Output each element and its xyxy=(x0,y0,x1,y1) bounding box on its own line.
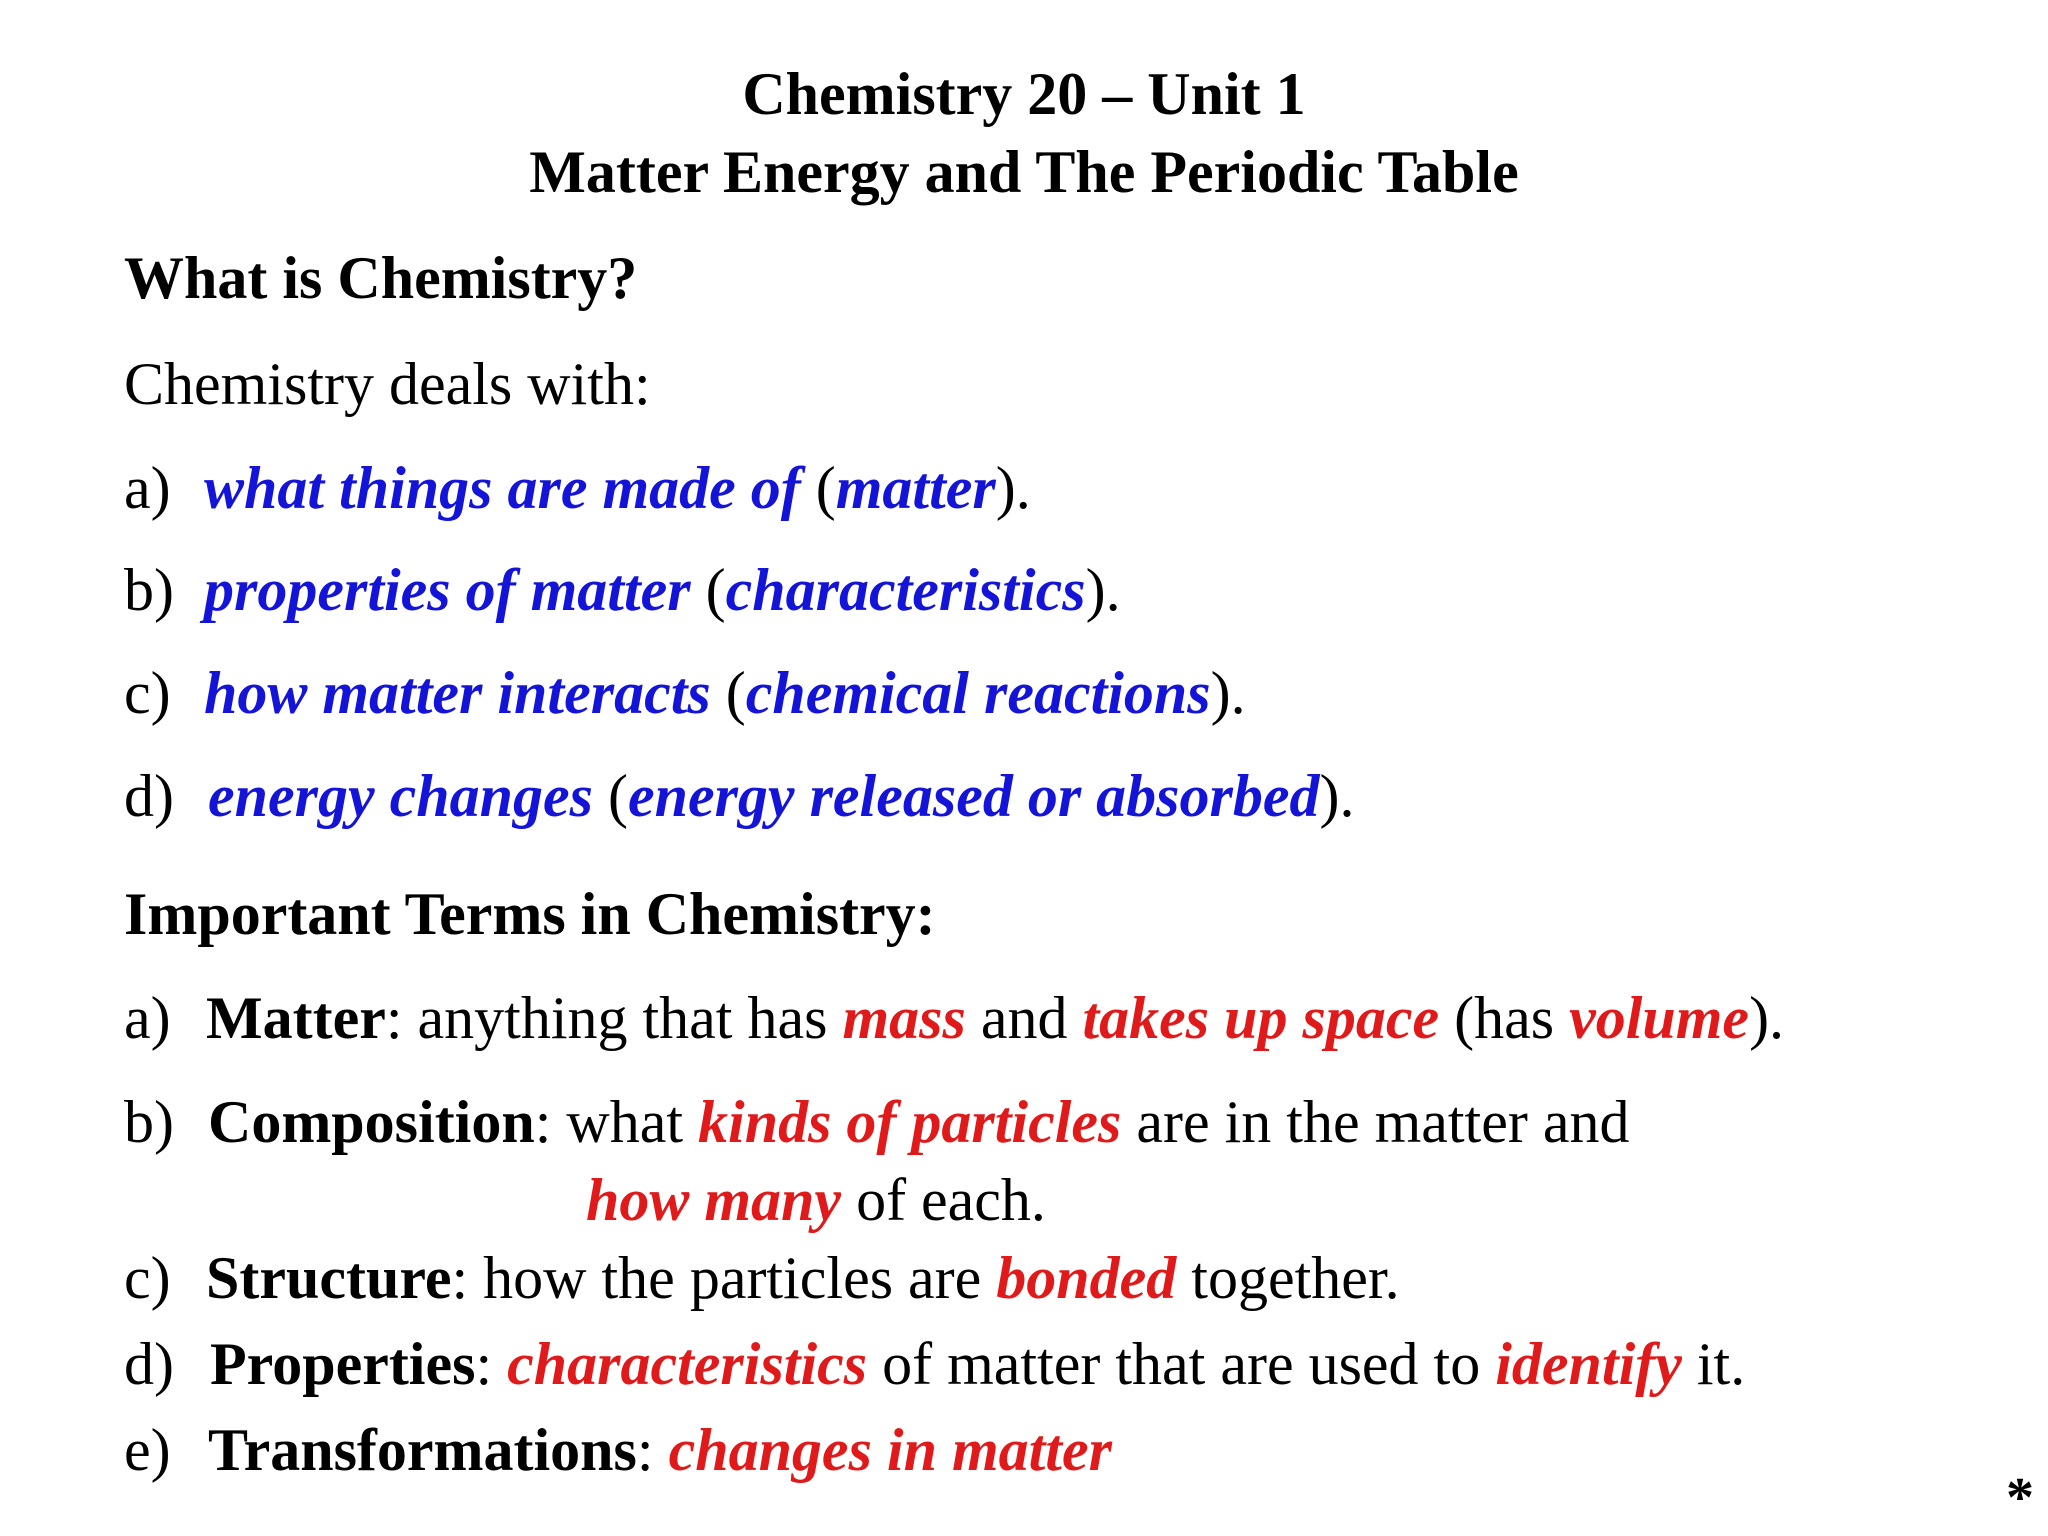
intro-text: Chemistry deals with: xyxy=(124,351,651,417)
plain-text: ( xyxy=(800,455,836,521)
emphasis-text: energy changes xyxy=(208,763,593,829)
plain-text: : xyxy=(636,1417,669,1483)
emphasis-text: kinds of particles xyxy=(698,1089,1122,1155)
plain-text: ). xyxy=(1749,985,1785,1051)
slide-subtitle: Matter Energy and The Periodic Table xyxy=(529,139,1519,205)
slide-title: Chemistry 20 – Unit 1 xyxy=(742,61,1306,127)
term-item-transformations xyxy=(124,1417,1112,1483)
list-item xyxy=(124,763,1355,829)
plain-text: : how the particles are xyxy=(451,1245,997,1311)
plain-text: are in the matter and xyxy=(1121,1089,1630,1155)
emphasis-text: energy released or absorbed xyxy=(627,763,1320,829)
list-item xyxy=(124,455,1031,521)
plain-text: ). xyxy=(1085,557,1121,623)
plain-text: and xyxy=(965,985,1083,1051)
term-item-composition-continuation xyxy=(586,1167,1046,1233)
list-item xyxy=(124,557,1121,623)
plain-text: it. xyxy=(1681,1331,1746,1397)
section-heading-what-is-chemistry: What is Chemistry? xyxy=(124,245,638,311)
term-item-properties xyxy=(124,1331,1746,1397)
plain-text: of matter that are used to xyxy=(867,1331,1496,1397)
list-marker: d) xyxy=(124,1331,174,1397)
list-marker: b) xyxy=(124,557,174,623)
term-label: Structure xyxy=(206,1245,452,1311)
plain-text: together. xyxy=(1176,1245,1400,1311)
emphasis-text: matter xyxy=(835,455,996,521)
term-label: Matter xyxy=(206,985,386,1051)
list-marker: c) xyxy=(124,1245,171,1311)
plain-text: : what xyxy=(534,1089,699,1155)
plain-text: ( xyxy=(592,763,628,829)
list-marker: d) xyxy=(124,763,174,829)
emphasis-text: identify xyxy=(1495,1331,1682,1397)
emphasis-text: chemical reactions xyxy=(745,660,1211,726)
emphasis-text: volume xyxy=(1569,985,1750,1051)
term-item-matter xyxy=(124,985,1785,1051)
emphasis-text: what things are made of xyxy=(204,455,801,521)
plain-text: ). xyxy=(995,455,1031,521)
plain-text: ). xyxy=(1210,660,1246,726)
plain-text: (has xyxy=(1439,985,1570,1051)
list-marker: e) xyxy=(124,1417,171,1483)
emphasis-text: bonded xyxy=(996,1245,1177,1311)
list-marker: c) xyxy=(124,660,171,726)
list-item xyxy=(124,660,1246,726)
emphasis-text: characteristics xyxy=(507,1331,868,1397)
emphasis-text: takes up space xyxy=(1082,985,1440,1051)
emphasis-text: mass xyxy=(842,985,966,1051)
term-label: Transformations xyxy=(208,1417,637,1483)
list-marker: a) xyxy=(124,985,171,1051)
emphasis-text: characteristics xyxy=(725,557,1086,623)
plain-text: of each. xyxy=(841,1167,1046,1233)
list-marker: a) xyxy=(124,455,171,521)
emphasis-text: changes in matter xyxy=(668,1417,1112,1483)
emphasis-text: how many xyxy=(586,1167,842,1233)
plain-text: : anything that has xyxy=(385,985,843,1051)
term-item-composition xyxy=(124,1089,1630,1155)
emphasis-text: how matter interacts xyxy=(204,660,711,726)
emphasis-text: properties of matter xyxy=(204,557,691,623)
section-heading-important-terms: Important Terms in Chemistry: xyxy=(124,881,936,947)
plain-text: ( xyxy=(690,557,726,623)
list-marker: b) xyxy=(124,1089,174,1155)
term-item-structure xyxy=(124,1245,1400,1311)
plain-text: ( xyxy=(710,660,746,726)
term-label: Composition xyxy=(208,1089,535,1155)
term-label: Properties xyxy=(210,1331,476,1397)
asterisk-icon: * xyxy=(2006,1467,2034,1529)
plain-text: ). xyxy=(1319,763,1355,829)
plain-text: : xyxy=(475,1331,508,1397)
